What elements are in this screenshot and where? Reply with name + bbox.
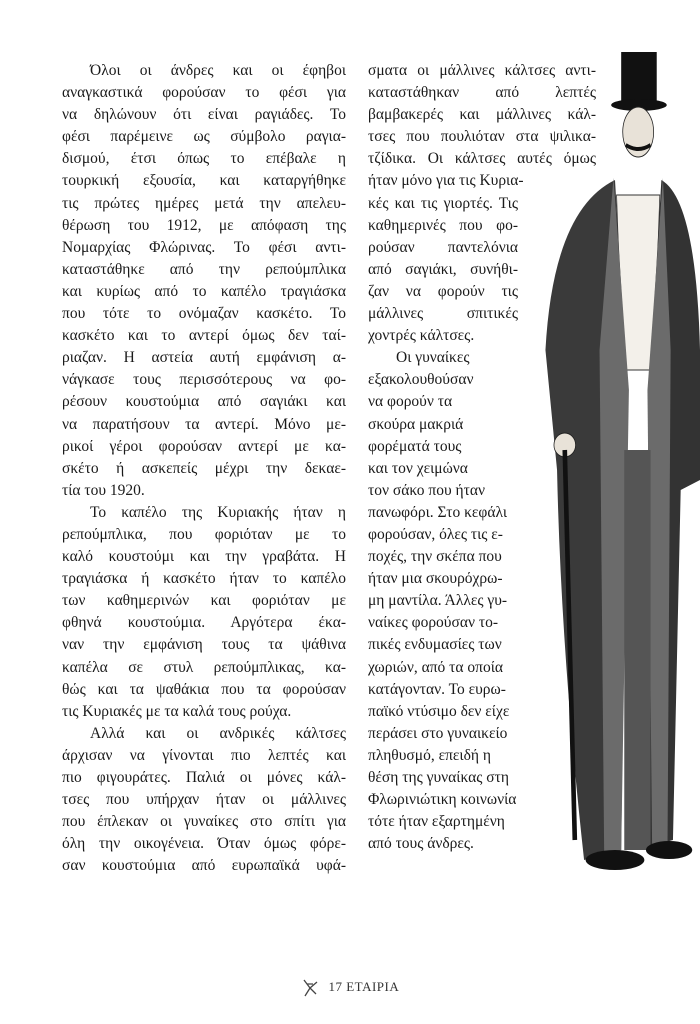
text-line: παϊκό ντύσιμο δεν είχε <box>368 702 510 720</box>
text-line: σματα οι μάλλινες κάλτσες αντι- <box>368 62 596 79</box>
text-line: Νομαρχίας Φλώρινας. Το φέσι αντι- <box>62 238 346 256</box>
text-line: από τους άνδρες. <box>368 835 474 853</box>
text-line: Όλοι οι άνδρες και οι έφηβοι <box>90 62 346 79</box>
text-line: να παρατήσουν τα αντερί. Μόνο με- <box>62 415 346 433</box>
text-line: πιο φιγουράτες. Παλιά οι μόνες κάλ- <box>62 769 346 786</box>
text-line: των καθημερινών και φοριόταν με <box>62 592 346 610</box>
text-line: ρούσαν παντελόνια <box>368 238 518 256</box>
text-line: ρικοί γέροι φορούσαν αντερί με κα- <box>62 437 346 455</box>
text-line: τις Κυριακές με τα καλά τους ρούχα. <box>62 702 292 720</box>
text-line: Φλωρινιώτικη κοινωνία <box>368 791 517 809</box>
text-line: θέρωση του 1912, με απόφαση της <box>62 216 346 234</box>
text-line: να δηλώνουν ότι είναι ραγιάδες. Το <box>62 106 346 124</box>
text-line: τζίδικα. Οι κάλτσες αυτές όμως <box>368 150 596 168</box>
text-line: που έπλεκαν οι γυναίκες στο σπίτι για <box>62 813 346 831</box>
text-line: μη μαντίλα. Άλλες γυ- <box>368 592 508 610</box>
text-line: ριαζαν. Η αστεία αυτή εμφάνιση α- <box>62 349 346 367</box>
text-line: φέσι παρέμεινε ως σύμβολο ραγια- <box>62 128 346 146</box>
text-line: τον σάκο που ήταν <box>368 481 486 499</box>
text-line: καπέλα σε στυλ ρεπούμπλικας, κα- <box>62 658 346 676</box>
text-line: βαμβακερές και μάλλινες κάλ- <box>368 106 596 124</box>
text-line: τις πρώτες ημέρες μετά την απελευ- <box>62 194 346 212</box>
text-line: εξακολουθούσαν <box>368 371 474 389</box>
text-line: θώς και τα ψαθάκια που τα φορούσαν <box>62 680 346 698</box>
ornament-icon <box>301 978 319 998</box>
text-line: από σαγιάκι, συνήθι- <box>368 260 518 278</box>
left-text-column <box>62 60 346 877</box>
text-line: άρχισαν να γίνονται πιο λεπτές και <box>62 746 346 764</box>
text-line: μάλλινες σπιτικές <box>368 305 518 323</box>
text-line: τσες που πουλιόταν στα ψιλικα- <box>368 128 596 146</box>
text-line: σαν κουστούμια από ευρωπαϊκά υφά- <box>62 857 346 875</box>
right-text-column <box>368 60 596 855</box>
text-line: θέση της γυναίκας στη <box>368 769 509 786</box>
text-line: χοντρές κάλτσες. <box>368 327 475 345</box>
text-line: και τον χειμώνα <box>368 459 468 477</box>
text-line: που τότε το ονόμαζαν κασκέτο. Το <box>62 305 346 323</box>
text-line: ρέσουν κουστούμια από σαγιάκι και <box>62 393 346 411</box>
text-line: ναίκες φορούσαν το- <box>368 614 498 632</box>
text-line: περάσει στο γυναικείο <box>368 724 508 742</box>
text-line: κατάγονταν. Το ευρω- <box>368 680 506 698</box>
text-line: ρεπούμπλικα, που φοριόταν με το <box>62 525 346 543</box>
text-line: αναγκαστικά φορούσαν το φέσι για <box>62 84 346 102</box>
text-line: ζαν να φορούν τις <box>368 282 518 300</box>
text-line: ποχές, την σκέπα που <box>368 548 502 566</box>
text-line: ήταν μια σκουρόχρω- <box>368 570 503 588</box>
text-line: φορέματά τους <box>368 437 462 455</box>
page-number: 17 <box>328 978 343 994</box>
text-line: σκέτο ή ασκεπείς μέχρι την δεκαε- <box>62 459 346 477</box>
text-line: Το καπέλο της Κυριακής ήταν η <box>90 503 346 521</box>
text-line: Αλλά και οι ανδρικές κάλτσες <box>90 724 346 742</box>
text-line: να φορούν τα <box>368 393 453 411</box>
text-line: τία του 1920. <box>62 481 145 499</box>
publisher-name: ΕΤΑΙΡΙΑ <box>346 978 400 994</box>
text-line: σκούρα μακριά <box>368 415 464 433</box>
text-line: πανωφόρι. Στο κεφάλι <box>368 503 507 521</box>
text-line: χωριών, από τα οποία <box>368 658 504 676</box>
page-footer <box>0 978 700 998</box>
text-line: καθημερινές που φο- <box>368 216 518 234</box>
text-line: νάγκασε τους περισσότερους να φο- <box>62 371 346 389</box>
text-line: ναν την εμφάνιση τους τα ψάθινα <box>62 636 346 654</box>
text-line: καταστάθηκαν από λεπτές <box>368 84 596 102</box>
text-line: όλη την οικογένεια. Όταν όμως φόρε- <box>62 835 346 853</box>
text-line: φθηνά κουστούμια. Αργότερα έκα- <box>62 614 346 632</box>
text-line: πικές ενδυμασίες των <box>368 636 502 654</box>
text-line: κασκέτο και το αντερί όμως δεν ταί- <box>62 327 346 345</box>
text-line: πληθυσμό, επειδή η <box>368 746 491 764</box>
text-line: καταστάθηκε από την ρεπούμπλικα <box>62 260 346 278</box>
text-line: τραγιάσκα ή κασκέτο ήταν το καπέλο <box>62 570 346 588</box>
text-line: τουρκική εξουσία, και καταργήθηκε <box>62 172 346 190</box>
text-line: φορούσαν, όλες τις ε- <box>368 525 503 543</box>
text-line: κές και τις γιορτές. Τις <box>368 194 518 212</box>
text-line: τσες που υπήρχαν ήταν οι μάλλινες <box>62 791 346 809</box>
text-line: δισμού, έτσι όπως το επέβαλε η <box>62 150 346 168</box>
text-line: και κυρίως από το καπέλο τραγιάσκα <box>62 282 346 300</box>
text-line: ήταν μόνο για τις Κυρια- <box>368 172 524 190</box>
text-line: τότε ήταν εξαρτημένη <box>368 813 505 831</box>
text-line: καλό κουστούμι και την γραβάτα. Η <box>62 548 346 566</box>
text-line: Οι γυναίκες <box>396 349 470 367</box>
